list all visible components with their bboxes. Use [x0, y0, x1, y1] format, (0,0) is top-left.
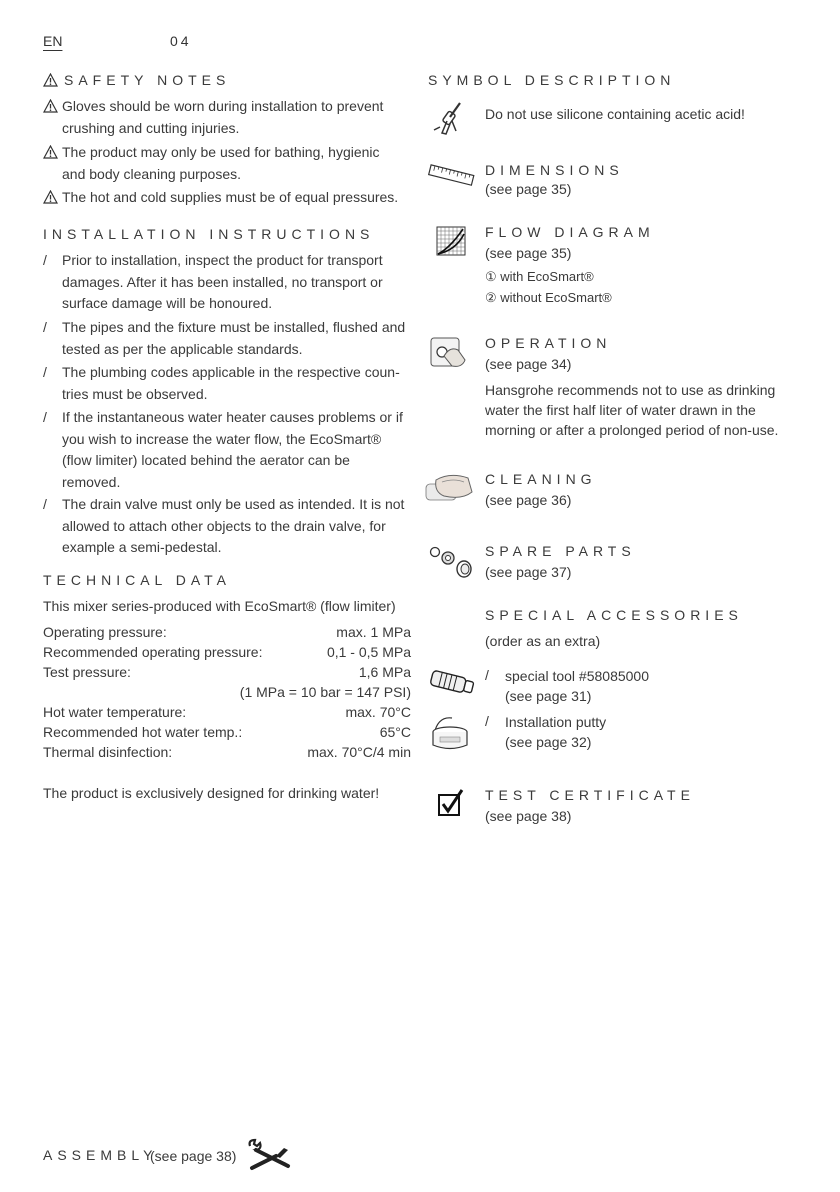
tech-row — [43, 664, 411, 686]
tech-label: Thermal disinfection: — [43, 744, 173, 760]
tech-row — [43, 704, 411, 726]
test-certificate-ref: (see page 38) — [485, 808, 572, 824]
silicone-gun-icon — [430, 100, 468, 140]
dimensions-ref: (see page 35) — [485, 181, 572, 197]
installation-item-text: The pipes and the fixture must be installed, flushed and tested as per the applicable standards. — [62, 319, 406, 357]
putty-label: Installation putty — [505, 714, 607, 730]
flow-diagram-icon — [436, 226, 466, 256]
tech-value: max. 70°C/4 min — [307, 744, 411, 760]
tech-row — [43, 724, 411, 746]
spare-parts-ref: (see page 37) — [485, 564, 572, 580]
bullet-slash: / — [43, 252, 47, 268]
bullet-slash: / — [485, 713, 489, 729]
flow-diagram-heading: FLOW DIAGRAM — [485, 224, 655, 240]
tech-row — [43, 744, 411, 766]
cleaning-hand-icon — [424, 470, 474, 504]
bullet-slash: / — [485, 667, 489, 683]
technical-data-heading: TECHNICAL DATA — [43, 572, 231, 588]
tech-label: Operating pressure: — [43, 624, 167, 640]
installation-item-text: If the instantaneous water heater causes problems or if you wish to increase the water flow, the EcoSmart® (flow limiter) located behind the aerator can be removed. — [62, 409, 403, 490]
installation-item-text: Prior to installation, inspect the product for transport damages. After it has been installed, no transport or surface damage will be honoured. — [62, 252, 383, 311]
dimensions-heading: DIMENSIONS — [485, 162, 624, 178]
tech-value: 0,1 - 0,5 MPa — [326, 644, 411, 660]
tech-row — [43, 644, 411, 666]
hand-operating-icon — [428, 332, 468, 372]
tech-value: (1 MPa = 10 bar = 147 PSI) — [239, 684, 411, 700]
language-code: EN — [43, 33, 63, 49]
tech-value: max. 70°C — [345, 704, 411, 720]
installation-heading: INSTALLATION INSTRUCTIONS — [43, 226, 375, 242]
installation-item-text: The plumbing codes applicable in the respective countries must be observed. — [62, 364, 400, 402]
ruler-icon — [427, 160, 475, 192]
test-certificate-heading: TEST CERTIFICATE — [485, 787, 695, 803]
tech-row — [43, 684, 411, 706]
warning-icon — [43, 73, 58, 87]
tech-value: 65°C — [379, 724, 411, 740]
operation-heading: OPERATION — [485, 335, 612, 351]
drinking-water-note: The product is exclusively designed for drinking water! — [43, 785, 380, 801]
flow-option-with: ① with EcoSmart® — [485, 269, 594, 284]
safety-item-text: The hot and cold supplies must be of equal pressures. — [62, 189, 399, 205]
warning-icon — [43, 142, 58, 159]
cleaning-heading: CLEANING — [485, 471, 597, 487]
page-number: 04 — [170, 33, 192, 49]
tech-row — [43, 624, 411, 646]
flow-option-without: ② without EcoSmart® — [485, 290, 612, 305]
silicone-note: Do not use silicone containing acetic acid! — [485, 106, 745, 122]
safety-item-text: The product may only be used for bathing, hygienic and body cleaning purposes. — [62, 144, 380, 182]
flow-diagram-ref: (see page 35) — [485, 245, 572, 261]
wrench-icon — [246, 1138, 294, 1172]
bullet-slash: / — [43, 409, 47, 425]
tech-label: Test pressure: — [43, 664, 131, 680]
tech-label: Recommended hot water temp.: — [43, 724, 243, 740]
operation-ref: (see page 34) — [485, 356, 572, 372]
spare-parts-icon — [428, 544, 476, 580]
installation-item-text: The drain valve must only be used as intended. It is not allowed to attach other objects to the drain valve, for example a semi-pedestal. — [62, 496, 405, 555]
bullet-slash: / — [43, 496, 47, 512]
warning-icon — [43, 96, 58, 113]
putty-tin-icon — [428, 712, 472, 752]
bullet-slash: / — [43, 319, 47, 335]
tech-label: Hot water temperature: — [43, 704, 187, 720]
special-tool-ref: (see page 31) — [505, 688, 592, 704]
safety-notes-heading: SAFETY NOTES — [64, 72, 231, 88]
tech-label: Recommended operating pressure: — [43, 644, 263, 660]
tech-value: max. 1 MPa — [336, 624, 411, 640]
technical-intro: This mixer series-produced with EcoSmart® (flow limiter) — [43, 598, 396, 614]
spare-parts-heading: SPARE PARTS — [485, 543, 636, 559]
special-accessories-heading: SPECIAL ACCESSORIES — [485, 607, 743, 623]
special-tool-label: special tool #58085000 — [505, 668, 650, 684]
symbol-description-heading: SYMBOL DESCRIPTION — [428, 72, 676, 88]
operation-text: Hansgrohe recommends not to use as drinking water the first half liter of water drawn in the morning or after a prolonged period of non-use. — [485, 382, 779, 438]
putty-ref: (see page 32) — [505, 734, 592, 750]
tech-value: 1,6 MPa — [358, 664, 411, 680]
warning-icon — [43, 187, 58, 204]
special-accessories-ref: (order as an extra) — [485, 633, 601, 649]
safety-item-text: Gloves should be worn during installation to prevent crushing and cutting injuries. — [62, 98, 384, 136]
assembly-heading: ASSEMBLY — [43, 1147, 158, 1163]
cleaning-ref: (see page 36) — [485, 492, 572, 508]
bullet-slash: / — [43, 364, 47, 380]
special-tool-icon — [428, 666, 476, 700]
checkbox-icon — [437, 788, 465, 818]
assembly-ref: (see page 38) — [150, 1148, 237, 1164]
